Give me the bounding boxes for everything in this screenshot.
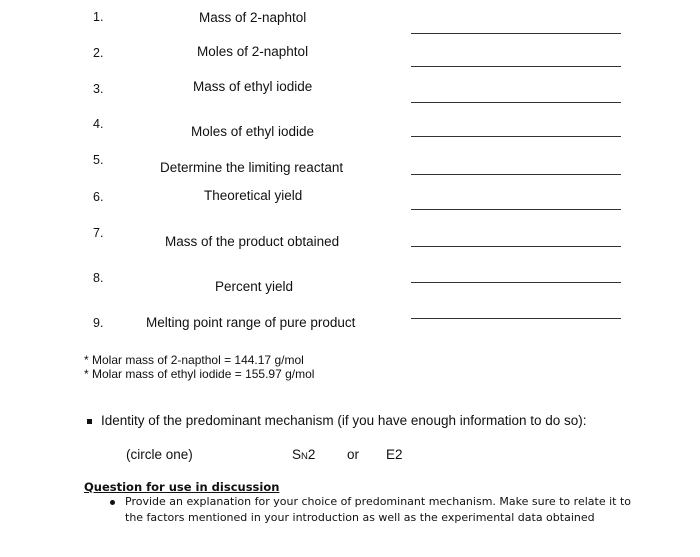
question-label: Percent yield: [215, 279, 294, 294]
answer-line[interactable]: [411, 246, 621, 247]
question-label: Mass of ethyl iodide: [193, 79, 313, 94]
bullet-icon: [87, 419, 92, 424]
question-label: Melting point range of pure product: [146, 315, 356, 330]
sn2-option[interactable]: [292, 447, 315, 462]
question-label: Mass of the product obtained: [165, 234, 340, 249]
mechanism-prompt: Identity of the predominant mechanism (if you have enough information to do so):: [101, 413, 587, 428]
answer-line[interactable]: [411, 66, 621, 67]
answer-line[interactable]: [411, 209, 621, 210]
bullet-icon: [110, 500, 115, 505]
discussion-title: Question for use in discussion: [84, 480, 280, 494]
or-label: or: [347, 447, 360, 462]
answer-line[interactable]: [411, 174, 621, 175]
question-label: Determine the limiting reactant: [160, 160, 344, 175]
question-number: 1.: [93, 10, 104, 24]
question-number: 7.: [93, 226, 104, 240]
molar-mass-note: * Molar mass of ethyl iodide = 155.97 g/mol: [84, 367, 315, 381]
answer-line[interactable]: [411, 282, 621, 283]
molar-mass-note: * Molar mass of 2-napthol = 144.17 g/mol: [84, 353, 304, 367]
e2-option[interactable]: E2: [386, 447, 403, 462]
question-number: 3.: [93, 82, 104, 96]
question-label: Mass of 2-naphtol: [199, 10, 307, 25]
question-number: 6.: [93, 190, 104, 204]
question-label: Theoretical yield: [204, 188, 303, 203]
discussion-text: Provide an explanation for your choice of predominant mechanism. Make sure to relate it to the factors mentioned in your introduction as well as the experimental data obtained: [125, 495, 631, 524]
question-label: Moles of ethyl iodide: [191, 124, 315, 139]
answer-line[interactable]: [411, 136, 621, 137]
sn2-subscript: N: [301, 451, 308, 462]
question-number: 9.: [93, 316, 104, 330]
sn2-number: 2: [307, 447, 316, 462]
question-number: 8.: [93, 271, 104, 285]
question-number: 2.: [93, 46, 104, 60]
answer-line[interactable]: [411, 102, 621, 103]
answer-line[interactable]: [411, 33, 621, 34]
sn2-letter: S: [292, 447, 302, 462]
answer-line[interactable]: [411, 318, 621, 319]
circle-one-label: (circle one): [126, 447, 193, 462]
question-number: 4.: [93, 117, 104, 131]
question-label: Moles of 2-naphtol: [197, 44, 309, 59]
question-number: 5.: [93, 153, 104, 167]
